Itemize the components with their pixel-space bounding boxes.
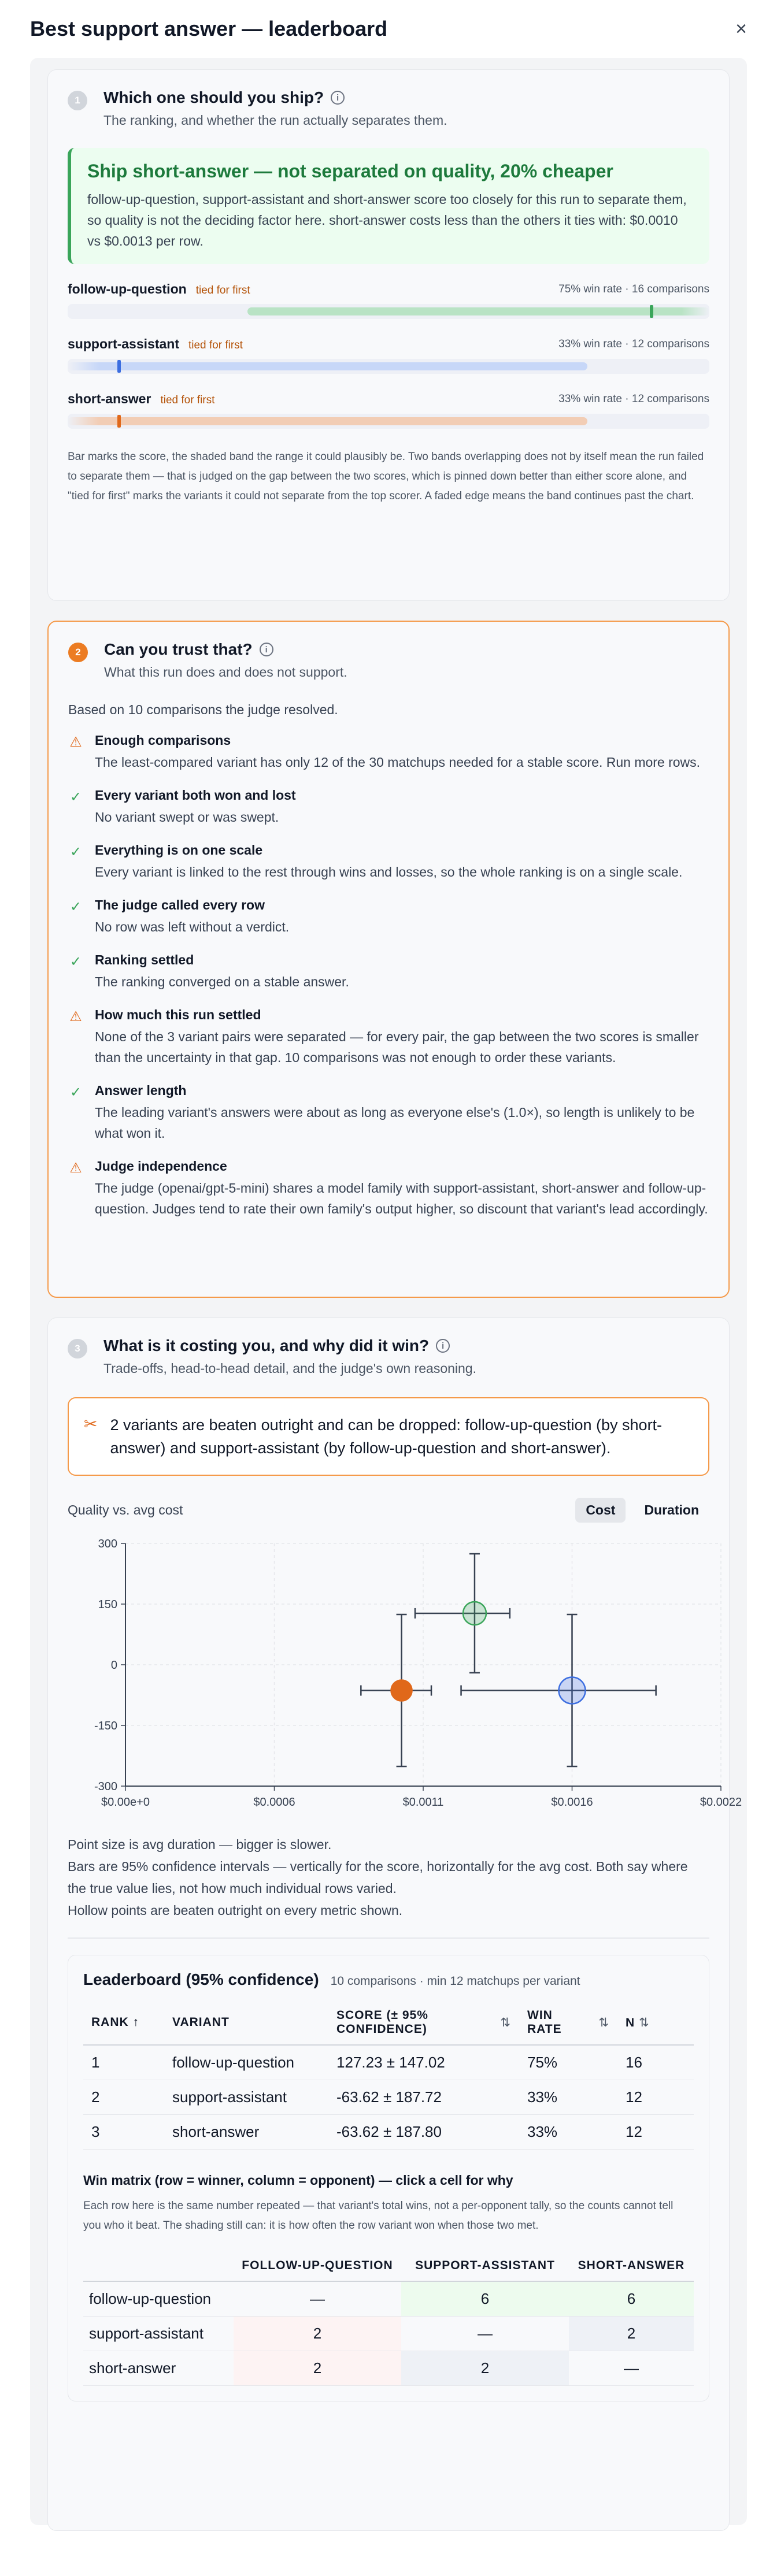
cell-score: 127.23 ± 147.02 <box>328 2045 519 2080</box>
leaderboard-table <box>83 2000 694 2150</box>
win-matrix <box>83 2251 694 2386</box>
checkmark-icon: ✓ <box>69 954 82 970</box>
warning-icon: ⚠ <box>69 734 82 750</box>
confidence-band <box>68 417 587 425</box>
checkmark-icon: ✓ <box>69 1085 82 1100</box>
check-item <box>68 1159 709 1219</box>
check-item <box>68 1083 709 1144</box>
metric-toggle <box>575 1498 709 1523</box>
variant-meta: 33% win rate · 12 comparisons <box>558 337 709 350</box>
y-tick-label: 0 <box>110 1659 117 1672</box>
col-rank[interactable]: RANK ↑ <box>83 2000 164 2045</box>
check-title: Every variant both won and lost <box>95 788 296 803</box>
checks-list <box>68 733 709 1219</box>
info-icon[interactable]: i <box>331 91 345 105</box>
score-marker <box>117 415 121 428</box>
data-point <box>463 1602 486 1625</box>
check-desc: Every variant is linked to the rest through wins and losses, so the whole ranking is on a single scale. <box>95 864 683 879</box>
check-item <box>68 1007 709 1068</box>
table-row[interactable] <box>83 2115 694 2150</box>
sort-icon[interactable]: ⇅ <box>500 2015 511 2029</box>
check-title: Everything is on one scale <box>95 842 263 858</box>
leaderboard-panel <box>68 1955 709 2401</box>
x-tick-label: $0.0006 <box>253 1796 295 1809</box>
score-track <box>68 359 709 374</box>
variant-meta: 75% win rate · 16 comparisons <box>558 283 709 295</box>
matrix-cell: — <box>234 2281 401 2317</box>
checkmark-icon: ✓ <box>69 844 82 860</box>
y-tick-label: -300 <box>94 1780 117 1793</box>
cell-rank: 1 <box>83 2045 164 2080</box>
check-title: Answer length <box>95 1083 187 1098</box>
check-item <box>68 842 709 882</box>
leaderboard-meta: 10 comparisons · min 12 matchups per variant <box>330 1974 580 1988</box>
chart-note: Hollow points are beaten outright on every metric shown. <box>68 1903 403 1918</box>
x-tick-label: $0.00e+0 <box>101 1796 150 1809</box>
corner-cell <box>83 2251 234 2281</box>
check-desc: No variant swept or was swept. <box>95 810 279 825</box>
data-point <box>559 1677 586 1704</box>
chart-note: Bars are 95% confidence intervals — vertically for the score, horizontally for the avg cost. Both say where the true value lies, not how much individual rows varied. <box>68 1859 688 1896</box>
cell-winrate: 75% <box>519 2045 617 2080</box>
score-track <box>68 414 709 429</box>
based-on-text: Based on 10 comparisons the judge resolved. <box>68 702 338 717</box>
col-header: SHORT-ANSWER <box>569 2251 694 2281</box>
checkmark-icon: ✓ <box>69 789 82 805</box>
matrix-row <box>83 2317 694 2351</box>
confidence-band <box>68 362 587 370</box>
scissors-icon: ✂ <box>84 1415 98 1433</box>
info-icon[interactable]: i <box>260 643 273 656</box>
cell-variant: follow-up-question <box>164 2045 328 2080</box>
x-tick-label: $0.0011 <box>402 1796 444 1809</box>
section-title: Can you trust that? <box>104 640 253 658</box>
sort-icon[interactable]: ⇅ <box>639 2015 650 2029</box>
dominated-callout <box>68 1397 709 1476</box>
cell-winrate: 33% <box>519 2115 617 2150</box>
warning-icon: ⚠ <box>69 1160 82 1176</box>
matrix-row <box>83 2281 694 2317</box>
section-subtitle: What this run does and does not support. <box>104 665 347 680</box>
chart-notes <box>68 1833 709 1921</box>
step-badge: 2 <box>68 643 88 662</box>
check-item <box>68 788 709 827</box>
checkmark-icon: ✓ <box>69 899 82 915</box>
cell-n: 12 <box>617 2115 694 2150</box>
section-ship <box>47 69 730 601</box>
y-tick-label: -150 <box>94 1720 117 1732</box>
chart-label: Quality vs. avg cost <box>68 1502 183 1517</box>
quality-cost-chart <box>68 1532 745 1821</box>
row-header: follow-up-question <box>83 2281 234 2317</box>
y-tick-label: 150 <box>98 1598 117 1611</box>
dominated-text: 2 variants are beaten outright and can be dropped: follow-up-question (by short-answer) and support-assistant (by follow-up-question and short-answer). <box>110 1416 663 1457</box>
step-badge: 1 <box>68 91 87 110</box>
score-marker <box>650 305 653 318</box>
step-badge: 3 <box>68 1339 87 1358</box>
data-point <box>391 1680 412 1701</box>
confidence-band <box>247 307 709 315</box>
matrix-cell[interactable]: 2 <box>234 2351 401 2386</box>
row-header: support-assistant <box>83 2317 234 2351</box>
col-header: SUPPORT-ASSISTANT <box>401 2251 569 2281</box>
cell-score: -63.62 ± 187.72 <box>328 2080 519 2115</box>
rank-bars <box>68 281 709 429</box>
section-subtitle: Trade-offs, head-to-head detail, and the judge's own reasoning. <box>103 1361 476 1376</box>
variant-name: follow-up-question <box>68 281 187 296</box>
matrix-cell: — <box>569 2351 694 2386</box>
tied-badge: tied for first <box>188 339 243 351</box>
matrix-cell: — <box>401 2317 569 2351</box>
divider <box>68 1937 709 1939</box>
leaderboard-title: Leaderboard (95% confidence) <box>83 1970 319 1988</box>
toggle-duration[interactable]: Duration <box>644 1502 699 1517</box>
tied-badge: tied for first <box>160 394 215 406</box>
matrix-cell[interactable]: 6 <box>401 2281 569 2317</box>
close-icon[interactable]: × <box>735 17 747 40</box>
cell-rank: 3 <box>83 2115 164 2150</box>
bar-explanation: Bar marks the score, the shaded band the range it could plausibly be. Two bands overlapping does not by itself mean the run failed to separate them — that is judged on the gap between the two scores, which is pinned down better than either score alone, and "tied for first" marks the variants it could not separate from the top scorer. A faded edge means the band continues past the chart. <box>68 451 704 502</box>
check-desc: The judge (openai/gpt-5-mini) shares a model family with support-assistant, short-answer and follow-up-question. Judges tend to rate their own family's output higher, so discount that variant's lead accordingly. <box>95 1181 708 1216</box>
dialog-header <box>0 0 777 58</box>
dialog-body <box>30 58 747 2525</box>
check-desc: The ranking converged on a stable answer. <box>95 974 349 989</box>
check-title: Ranking settled <box>95 952 194 967</box>
score-marker <box>117 360 121 373</box>
check-desc: None of the 3 variant pairs were separated — for every pair, the gap between the two scores is smaller than the uncertainty in that gap. 10 comparisons was not enough to order these variants. <box>95 1029 699 1065</box>
cell-winrate: 33% <box>519 2080 617 2115</box>
y-tick-label: 300 <box>98 1538 117 1550</box>
cell-n: 16 <box>617 2045 694 2080</box>
check-item <box>68 952 709 992</box>
tied-badge: tied for first <box>195 284 250 296</box>
toggle-cost[interactable]: Cost <box>575 1498 626 1523</box>
col-variant[interactable]: VARIANT <box>164 2000 328 2045</box>
winmatrix-title: Win matrix (row = winner, column = opponent) — click a cell for why <box>83 2173 513 2188</box>
matrix-cell[interactable]: 2 <box>401 2351 569 2386</box>
cell-rank: 2 <box>83 2080 164 2115</box>
check-title: Enough comparisons <box>95 733 231 748</box>
variant-name: support-assistant <box>68 336 179 351</box>
x-tick-label: $0.0016 <box>551 1796 593 1809</box>
check-item <box>68 897 709 937</box>
cell-n: 12 <box>617 2080 694 2115</box>
rank-bar-row <box>68 281 709 319</box>
check-desc: The least-compared variant has only 12 of the 30 matchups needed for a stable score. Run more rows. <box>95 755 701 770</box>
sort-icon[interactable]: ⇅ <box>598 2015 609 2029</box>
col-score[interactable]: SCORE (± 95% CONFIDENCE) ⇅ <box>328 2000 519 2045</box>
check-desc: No row was left without a verdict. <box>95 919 290 934</box>
section-title: What is it costing you, and why did it win? <box>103 1337 430 1354</box>
check-title: How much this run settled <box>95 1007 261 1022</box>
col-winrate[interactable]: WIN RATE ⇅ <box>519 2000 617 2045</box>
section-title: Which one should you ship? <box>103 88 324 106</box>
matrix-row <box>83 2351 694 2386</box>
check-desc: The leading variant's answers were about as long as everyone else's (1.0×), so length is unlikely to be what won it. <box>95 1105 695 1141</box>
col-n[interactable]: N ⇅ <box>617 2000 694 2045</box>
table-row[interactable] <box>83 2080 694 2115</box>
warning-icon: ⚠ <box>69 1009 82 1025</box>
check-title: Judge independence <box>95 1159 227 1174</box>
rank-bar-row <box>68 391 709 429</box>
matrix-cell[interactable]: 2 <box>569 2317 694 2351</box>
chart-note: Point size is avg duration — bigger is slower. <box>68 1837 332 1852</box>
page-title: Best support answer — leaderboard <box>30 17 388 40</box>
rank-bar-row <box>68 336 709 374</box>
table-row[interactable] <box>83 2045 694 2080</box>
col-header: FOLLOW-UP-QUESTION <box>234 2251 401 2281</box>
variant-name: short-answer <box>68 391 151 406</box>
info-icon[interactable]: i <box>436 1339 450 1353</box>
section-trust <box>47 621 730 1298</box>
section-cost <box>47 1317 742 2531</box>
row-header: short-answer <box>83 2351 234 2386</box>
score-track <box>68 304 709 319</box>
cell-variant: support-assistant <box>164 2080 328 2115</box>
verdict-box <box>68 148 709 264</box>
verdict-body: follow-up-question, support-assistant and short-answer score too closely for this run to separate them, so quality is not the deciding factor here. short-answer costs less than the others it ties with: $0.0010 vs $0.0013 per row. <box>87 192 687 248</box>
matrix-cell[interactable]: 2 <box>234 2317 401 2351</box>
section-subtitle: The ranking, and whether the run actually separates them. <box>103 113 447 128</box>
check-item <box>68 733 709 773</box>
cell-score: -63.62 ± 187.80 <box>328 2115 519 2150</box>
matrix-cell[interactable]: 6 <box>569 2281 694 2317</box>
x-tick-label: $0.0022 <box>700 1796 742 1809</box>
cell-variant: short-answer <box>164 2115 328 2150</box>
variant-meta: 33% win rate · 12 comparisons <box>558 392 709 405</box>
check-title: The judge called every row <box>95 897 265 912</box>
verdict-title: Ship short-answer — not separated on quality, 20% cheaper <box>87 161 613 181</box>
winmatrix-subtitle: Each row here is the same number repeated — that variant's total wins, not a per-opponent tally, so the counts cannot tell you who it beat. The shading still can: it is how often the row variant won when those two met. <box>83 2200 674 2232</box>
